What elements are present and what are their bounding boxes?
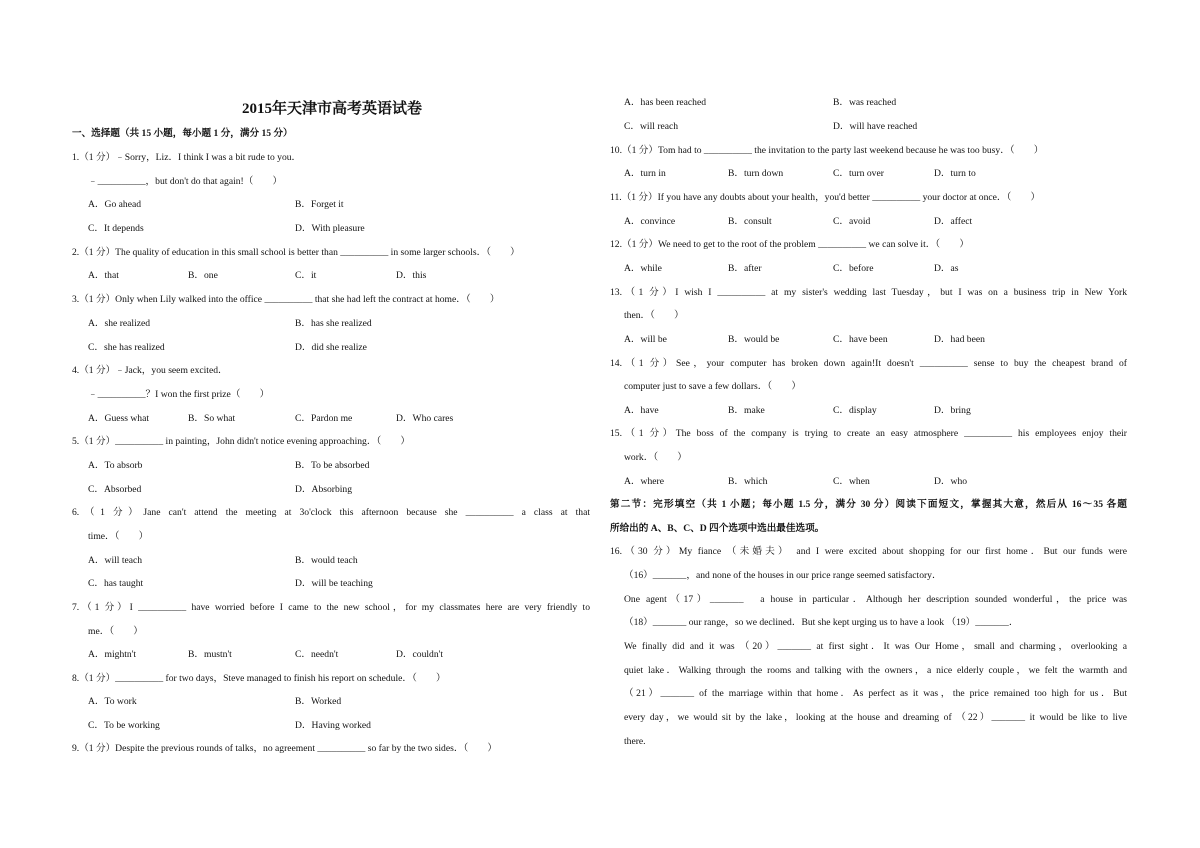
passage-line: quiet lake．Walking through the rooms and talking with the owners，a nice elderly couple，we felt the warmth and [624, 665, 1127, 676]
option-b[interactable]: B．So what [188, 413, 236, 424]
option-d[interactable]: D．turn to [934, 168, 976, 179]
option-a[interactable]: A．Go ahead [88, 199, 142, 210]
question-stem-cont: time．（ ） [88, 531, 149, 542]
option-d[interactable]: D．who [934, 476, 968, 487]
option-d[interactable]: D．this [396, 270, 427, 281]
page-title: 2015年天津市高考英语试卷 [241, 101, 422, 117]
option-c[interactable]: C．it [295, 270, 317, 281]
option-a[interactable]: A．To absorb [88, 460, 143, 471]
question-stem: 9.（1 分）Despite the previous rounds of talks，no agreement __________ so far by the two sides．（ ） [72, 743, 497, 754]
option-b[interactable]: B．has she realized [295, 318, 372, 329]
question-stem: 14.（1 分）See，your computer has broken down again!It doesn't __________ sense to buy the cheapest brand of [610, 358, 1127, 369]
option-d[interactable]: D．did she realize [295, 342, 367, 353]
option-c[interactable]: C．Absorbed [88, 484, 142, 495]
option-c[interactable]: C．display [833, 405, 877, 416]
question-stem-cont: me．（ ） [88, 626, 143, 637]
question-stem: 2.（1 分）The quality of education in this small school is better than __________ in some larger schools．（ ） [72, 247, 520, 258]
option-b[interactable]: B．turn down [728, 168, 784, 179]
option-b[interactable]: B．would be [728, 334, 780, 345]
option-c[interactable]: C．she has realized [88, 342, 165, 353]
option-a[interactable]: A．mightn't [88, 649, 137, 660]
option-d[interactable]: D．as [934, 263, 959, 274]
option-c[interactable]: C．before [833, 263, 874, 274]
option-c[interactable]: C．needn't [295, 649, 339, 660]
question-stem: 13.（1 分）I wish I __________ at my sister's wedding last Tuesday，but I was on a business trip in New York [610, 287, 1127, 298]
option-a[interactable]: A．convince [624, 216, 676, 227]
option-a[interactable]: A．that [88, 270, 119, 281]
option-d[interactable]: D．bring [934, 405, 971, 416]
option-b[interactable]: B．Worked [295, 696, 342, 707]
question-stem: 1.（1 分）﹣Sorry，Liz．I think I was a bit rude to you． [72, 152, 302, 163]
question-stem-cont: computer just to save a few dollars．（ ） [624, 381, 801, 392]
option-d[interactable]: D．had been [934, 334, 985, 345]
option-c[interactable]: C．It depends [88, 223, 144, 234]
option-a[interactable]: A．Guess what [88, 413, 150, 424]
question-stem: 7.（1 分）I __________ have worried before I came to the new school，for my classmates here are very friendly to [72, 602, 590, 613]
option-c[interactable]: C．Pardon me [295, 413, 353, 424]
option-b[interactable]: B．one [188, 270, 218, 281]
question-stem-cont: work．（ ） [624, 452, 687, 463]
option-a[interactable]: A．will be [624, 334, 667, 345]
question-stem: 11.（1 分）If you have any doubts about your health，you'd better __________ your doctor at once．（ ） [610, 192, 1041, 203]
option-c[interactable]: C．will reach [624, 121, 679, 132]
option-a[interactable]: A．where [624, 476, 664, 487]
question-stem-cont: ﹣__________？I won the first prize（ ） [88, 389, 270, 400]
option-d[interactable]: D．With pleasure [295, 223, 365, 234]
option-a[interactable]: A．turn in [624, 168, 666, 179]
option-c[interactable]: C．have been [833, 334, 888, 345]
option-c[interactable]: C．has taught [88, 578, 144, 589]
option-b[interactable]: B．mustn't [188, 649, 232, 660]
question-stem: 3.（1 分）Only when Lily walked into the office __________ that she had left the contract at home．（ ） [72, 294, 500, 305]
question-stem: 15.（1 分）The boss of the company is trying to create an easy atmosphere __________ his employees enjoy their [610, 428, 1127, 439]
passage-line: （18）_______ our range，so we declined．But she kept urging us to have a look （19）_______． [624, 617, 1019, 628]
passage-line: （21）_______ of the marriage within that home．As perfect as it was，the price remained too high for us．But [624, 688, 1127, 699]
passage-line: We finally did and it was （20）_______ at first sight．It was Our Home，small and charming，overlooking a [624, 641, 1127, 652]
option-b[interactable]: B．was reached [833, 97, 897, 108]
option-a[interactable]: A．will teach [88, 555, 143, 566]
question-stem: 12.（1 分）We need to get to the root of the problem __________ we can solve it．（ ） [610, 239, 969, 250]
option-d[interactable]: D．affect [934, 216, 973, 227]
question-stem: 5.（1 分）__________ in painting，John didn't notice evening approaching．（ ） [72, 436, 410, 447]
question-stem-cont: ﹣__________，but don't do that again!（ ） [88, 176, 283, 187]
option-d[interactable]: D．Absorbing [295, 484, 353, 495]
passage-line: （16）_______，and none of the houses in our price range seemed satisfactory． [624, 570, 942, 581]
passage-line: every day，we would sit by the lake，looking at the house and dreaming of （22）_______ it would be like to live [624, 712, 1127, 723]
option-c[interactable]: C．turn over [833, 168, 884, 179]
option-d[interactable]: D．will be teaching [295, 578, 373, 589]
option-d[interactable]: D．Having worked [295, 720, 371, 731]
option-c[interactable]: C．avoid [833, 216, 871, 227]
option-b[interactable]: B．which [728, 476, 768, 487]
option-a[interactable]: A．while [624, 263, 662, 274]
passage-line: 16.（30 分）My fiance （未婚夫） and I were excited about shopping for our first home．But our funds were [610, 546, 1127, 557]
question-stem: 10.（1 分）Tom had to __________ the invitation to the party last weekend because he was too busy．（ ） [610, 145, 1044, 156]
option-a[interactable]: A．has been reached [624, 97, 707, 108]
option-b[interactable]: B．after [728, 263, 762, 274]
option-b[interactable]: B．would teach [295, 555, 358, 566]
option-a[interactable]: A．she realized [88, 318, 151, 329]
section2-heading: 第二节：完形填空（共 1 小题；每小题 1.5 分，满分 30 分）阅读下面短文，掌握其大意，然后从 16～35 各题 [610, 499, 1127, 510]
option-a[interactable]: A．To work [88, 696, 137, 707]
option-c[interactable]: C．when [833, 476, 870, 487]
question-stem: 8.（1 分）__________ for two days，Steve managed to finish his report on schedule．（ ） [72, 673, 446, 684]
option-a[interactable]: A．have [624, 405, 659, 416]
passage-line: One agent（17）_______ a house in particular．Although her description sounded wonderful，the price was [624, 594, 1127, 605]
option-d[interactable]: D．couldn't [396, 649, 444, 660]
option-d[interactable]: D．Who cares [396, 413, 454, 424]
question-stem: 6.（1 分）Jane can't attend the meeting at 3o'clock this afternoon because she __________ a class at that [72, 507, 590, 518]
option-b[interactable]: B．make [728, 405, 765, 416]
question-stem-cont: then．（ ） [624, 310, 684, 321]
option-c[interactable]: C．To be working [88, 720, 160, 731]
passage-line: there. [624, 736, 646, 747]
option-d[interactable]: D．will have reached [833, 121, 918, 132]
section1-heading: 一、选择题（共 15 小题，每小题 1 分，满分 15 分） [72, 128, 293, 139]
option-b[interactable]: B．Forget it [295, 199, 344, 210]
option-b[interactable]: B．consult [728, 216, 772, 227]
section2-heading-cont: 所给出的 A、B、C、D 四个选项中选出最佳选项。 [610, 523, 825, 534]
option-b[interactable]: B．To be absorbed [295, 460, 370, 471]
question-stem: 4.（1 分）﹣Jack，you seem excited． [72, 365, 228, 376]
